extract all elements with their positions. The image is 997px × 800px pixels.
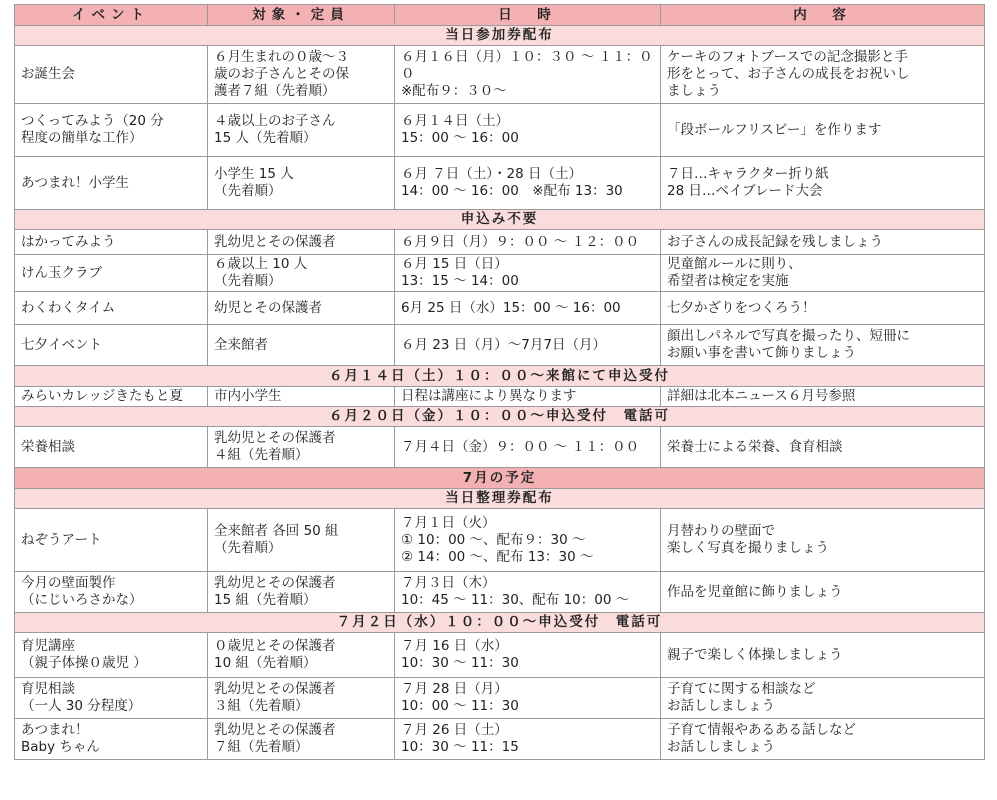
cell-target: ４歳以上のお子さん 15 人（先着順）	[208, 104, 395, 157]
cell-content: 栄養士による栄養、食育相談	[661, 427, 985, 468]
cell-event: 七夕イベント	[15, 325, 208, 366]
cell-event: あつまれ！ Baby ちゃん	[15, 719, 208, 760]
cell-target: 乳幼児とその保護者 ７組（先着順）	[208, 719, 395, 760]
table-row	[15, 104, 985, 157]
cell-datetime: 日程は講座により異なります	[395, 387, 661, 407]
section-title: 当日参加券配布	[15, 26, 985, 46]
cell-datetime: ７月４日（金）９：００ ～ １１：００	[395, 427, 661, 468]
cell-content: 子育て情報やあるある話しなど お話ししましょう	[661, 719, 985, 760]
cell-target: ６歳以上 10 人 （先着順）	[208, 255, 395, 292]
cell-datetime: ６月１４日（土） 15：00 ～ 16：00	[395, 104, 661, 157]
section-title: 当日整理券配布	[15, 489, 985, 509]
cell-target: 小学生 15 人 （先着順）	[208, 157, 395, 210]
table-row	[15, 719, 985, 760]
section-row	[15, 468, 985, 489]
cell-content: 児童館ルールに則り、 希望者は検定を実施	[661, 255, 985, 292]
cell-target: 乳幼児とその保護者 ３組（先着順）	[208, 678, 395, 719]
table-row	[15, 387, 985, 407]
table-row	[15, 633, 985, 678]
cell-target: ６月生まれの０歳～３ 歳のお子さんとその保 護者７組（先着順）	[208, 46, 395, 104]
section-row	[15, 489, 985, 509]
cell-datetime: ７月１日（火） ① 10：00 ～、配布９：30 ～ ② 14：00 ～、配布 13：30 ～	[395, 509, 661, 572]
cell-content: 七夕かざりをつくろう！	[661, 292, 985, 325]
section-row	[15, 613, 985, 633]
table-row	[15, 427, 985, 468]
cell-datetime: ６月９日（月）９：００ ～ １２：００	[395, 230, 661, 255]
cell-datetime: ７月 16 日（水） 10：30 ～ 11：30	[395, 633, 661, 678]
header-event: イベント	[15, 5, 208, 26]
cell-datetime: ６月 23 日（月）～7月7日（月）	[395, 325, 661, 366]
cell-target: 乳幼児とその保護者	[208, 230, 395, 255]
cell-event: 今月の壁面製作 （にじいろさかな）	[15, 572, 208, 613]
table-row	[15, 46, 985, 104]
cell-content: 月替わりの壁面で 楽しく写真を撮りましょう	[661, 509, 985, 572]
section-title: 7月の予定	[15, 468, 985, 489]
cell-content: 顔出しパネルで写真を撮ったり、短冊に お願い事を書いて飾りましょう	[661, 325, 985, 366]
cell-datetime: ７月３日（木） 10：45 ～ 11：30、配布 10：00 ～	[395, 572, 661, 613]
cell-content: 「段ボールフリスビー」を作ります	[661, 104, 985, 157]
cell-datetime: 6月 25 日（水）15：00 ～ 16：00	[395, 292, 661, 325]
section-title: ７月２日（水）１０：００～申込受付 電話可	[15, 613, 985, 633]
cell-event: けん玉クラブ	[15, 255, 208, 292]
schedule-body	[15, 26, 985, 760]
section-title: ６月１４日（土）１０：００～来館にて申込受付	[15, 366, 985, 387]
cell-datetime: ６月 ７日（土）・28 日（土） 14：00 ～ 16：00 ※配布 13：30	[395, 157, 661, 210]
cell-event: わくわくタイム	[15, 292, 208, 325]
cell-content: お子さんの成長記録を残しましょう	[661, 230, 985, 255]
cell-content: 親子で楽しく体操しましょう	[661, 633, 985, 678]
cell-event: みらいカレッジきたもと夏	[15, 387, 208, 407]
cell-target: 全来館者 各回 50 組 （先着順）	[208, 509, 395, 572]
cell-event: 栄養相談	[15, 427, 208, 468]
section-row	[15, 366, 985, 387]
cell-datetime: ６月 15 日（日） 13：15 ～ 14：00	[395, 255, 661, 292]
section-title: 申込み不要	[15, 210, 985, 230]
cell-target: 市内小学生	[208, 387, 395, 407]
table-row	[15, 255, 985, 292]
cell-target: 全来館者	[208, 325, 395, 366]
cell-content: ７日…キャラクター折り紙 28 日…ベイブレード大会	[661, 157, 985, 210]
cell-event: つくってみよう（20 分 程度の簡単な工作）	[15, 104, 208, 157]
cell-target: 幼児とその保護者	[208, 292, 395, 325]
cell-event: はかってみよう	[15, 230, 208, 255]
cell-target: 乳幼児とその保護者 15 組（先着順）	[208, 572, 395, 613]
cell-event: 育児相談 （一人 30 分程度）	[15, 678, 208, 719]
table-row	[15, 509, 985, 572]
table-row	[15, 325, 985, 366]
section-row	[15, 210, 985, 230]
cell-event: お誕生会	[15, 46, 208, 104]
section-title: ６月２０日（金）１０：００～申込受付 電話可	[15, 407, 985, 427]
cell-content: ケーキのフォトブースでの記念撮影と手 形をとって、お子さんの成長をお祝いし ましょう	[661, 46, 985, 104]
cell-target: ０歳児とその保護者 10 組（先着順）	[208, 633, 395, 678]
cell-datetime: ７月 28 日（月） 10：00 ～ 11：30	[395, 678, 661, 719]
table-row	[15, 572, 985, 613]
cell-content: 詳細は北本ニュース６月号参照	[661, 387, 985, 407]
cell-content: 子育てに関する相談など お話ししましょう	[661, 678, 985, 719]
cell-datetime: ７月 26 日（土） 10：30 ～ 11：15	[395, 719, 661, 760]
header-content: 内 容	[661, 5, 985, 26]
section-row	[15, 26, 985, 46]
cell-event: あつまれ！小学生	[15, 157, 208, 210]
cell-event: ねぞうアート	[15, 509, 208, 572]
cell-datetime: ６月１６日（月）１０：３０ ～ １１：００ ※配布９：３０～	[395, 46, 661, 104]
header-datetime: 日 時	[395, 5, 661, 26]
table-row	[15, 230, 985, 255]
header-target: 対象・定員	[208, 5, 395, 26]
table-row	[15, 292, 985, 325]
table-row	[15, 678, 985, 719]
table-row	[15, 157, 985, 210]
schedule-table	[14, 4, 985, 760]
cell-event: 育児講座 （親子体操０歳児 ）	[15, 633, 208, 678]
cell-target: 乳幼児とその保護者 ４組（先着順）	[208, 427, 395, 468]
cell-content: 作品を児童館に飾りましょう	[661, 572, 985, 613]
section-row	[15, 407, 985, 427]
header-row	[15, 5, 985, 26]
